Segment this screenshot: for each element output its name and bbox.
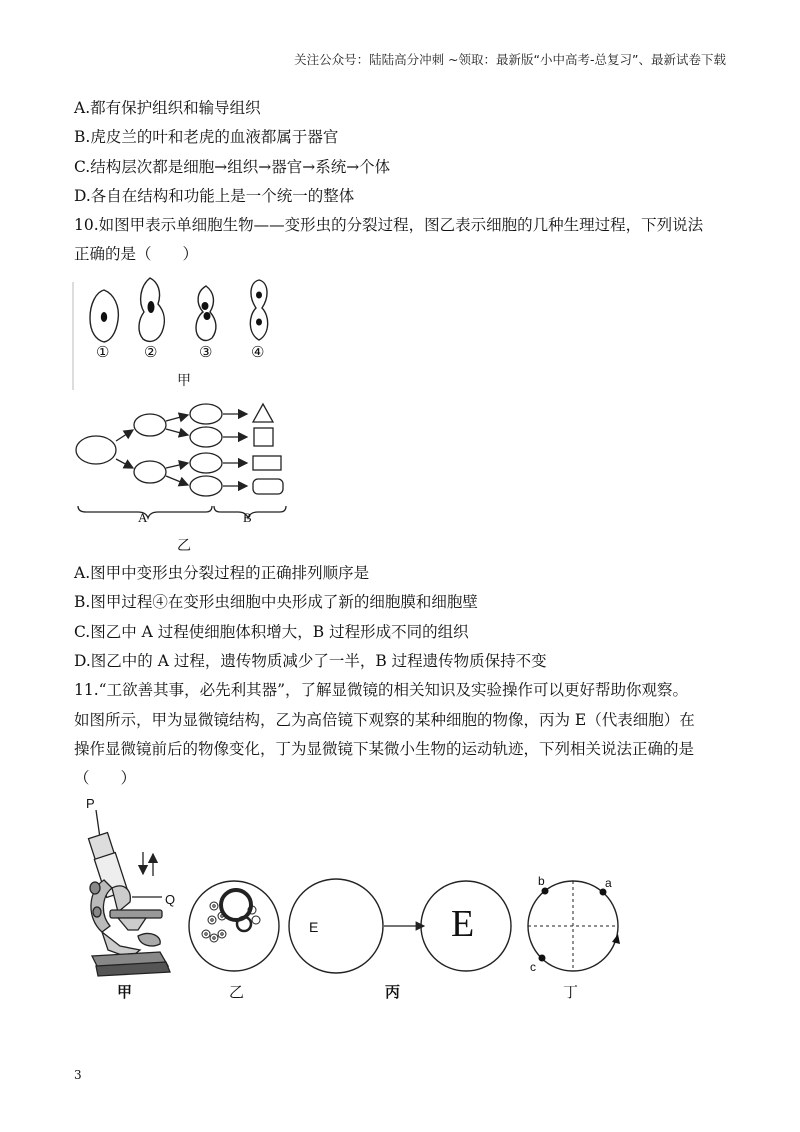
stage-label-1: ① <box>96 343 110 361</box>
view-before <box>289 879 383 973</box>
stage-label-2: ② <box>144 343 158 361</box>
label-b: B <box>243 510 252 525</box>
q10-stem-line2: 正确的是（ ） <box>74 245 199 263</box>
label-q: Q <box>165 892 176 907</box>
q9-option-d: D.各自在结构和功能上是一个统一的整体 <box>74 187 355 205</box>
caption-yi-q10: 乙 <box>177 538 191 554</box>
label-c-track: c <box>530 960 536 974</box>
page-number: 3 <box>74 1068 82 1082</box>
stage-label-3: ③ <box>199 343 213 361</box>
q10-option-d: D.图乙中的 A 过程，遗传物质减少了一半，B 过程遗传物质保持不变 <box>74 652 547 670</box>
page-header: 关注公众号：陆陆高分冲刺 ~领取：最新版“小中高考-总复习”、最新试卷下载 <box>294 52 726 67</box>
letter-e-large: E <box>451 903 475 945</box>
q10-option-b: B.图甲过程④在变形虫细胞中央形成了新的细胞膜和细胞壁 <box>74 593 478 611</box>
label-a-track: a <box>605 876 612 890</box>
caption-jia: 甲 <box>117 983 133 1001</box>
q10-option-a: A.图甲中变形虫分裂过程的正确排列顺序是 <box>74 564 370 582</box>
microscope-drawing <box>88 810 170 976</box>
q11-stem-line1: 11.“工欲善其事，必先利其器”，了解显微镜的相关知识及实验操作可以更好帮助你观察。 <box>74 681 689 699</box>
label-b-track: b <box>538 874 545 888</box>
q10-option-c: C.图乙中 A 过程使细胞体积增大，B 过程形成不同的组织 <box>74 623 469 641</box>
q9-option-a: A.都有保护组织和输导组织 <box>74 99 261 117</box>
caption-yi: 乙 <box>229 983 245 1001</box>
letter-e-small: E <box>309 919 319 935</box>
q10-stem-line1: 10.如图甲表示单细胞生物——变形虫的分裂过程，图乙表示细胞的几种生理过程，下列说法 <box>74 216 704 234</box>
stage-label-4: ④ <box>251 343 265 361</box>
cell-image-circle <box>189 881 279 971</box>
caption-ding: 丁 <box>563 983 579 1001</box>
label-a: A <box>138 510 148 525</box>
q9-option-b: B.虎皮兰的叶和老虎的血液都属于器官 <box>74 128 339 146</box>
q11-stem-line2: 如图所示，甲为显微镜结构，乙为高倍镜下观察的某种细胞的物像，丙为 E（代表细胞）在 <box>74 711 695 729</box>
label-p: P <box>86 796 95 811</box>
q11-stem-line4: （ ） <box>74 769 137 787</box>
q9-option-c: C.结构层次都是细胞→组织→器官→系统→个体 <box>74 158 391 176</box>
point-c <box>539 955 546 962</box>
caption-bing: 丙 <box>385 983 401 1001</box>
q11-stem-line3: 操作显微镜前后的物像变化，丁为显微镜下某微小生物的运动轨迹，下列相关说法正确的是 <box>74 740 695 758</box>
caption-jia-q10: 甲 <box>177 373 191 389</box>
